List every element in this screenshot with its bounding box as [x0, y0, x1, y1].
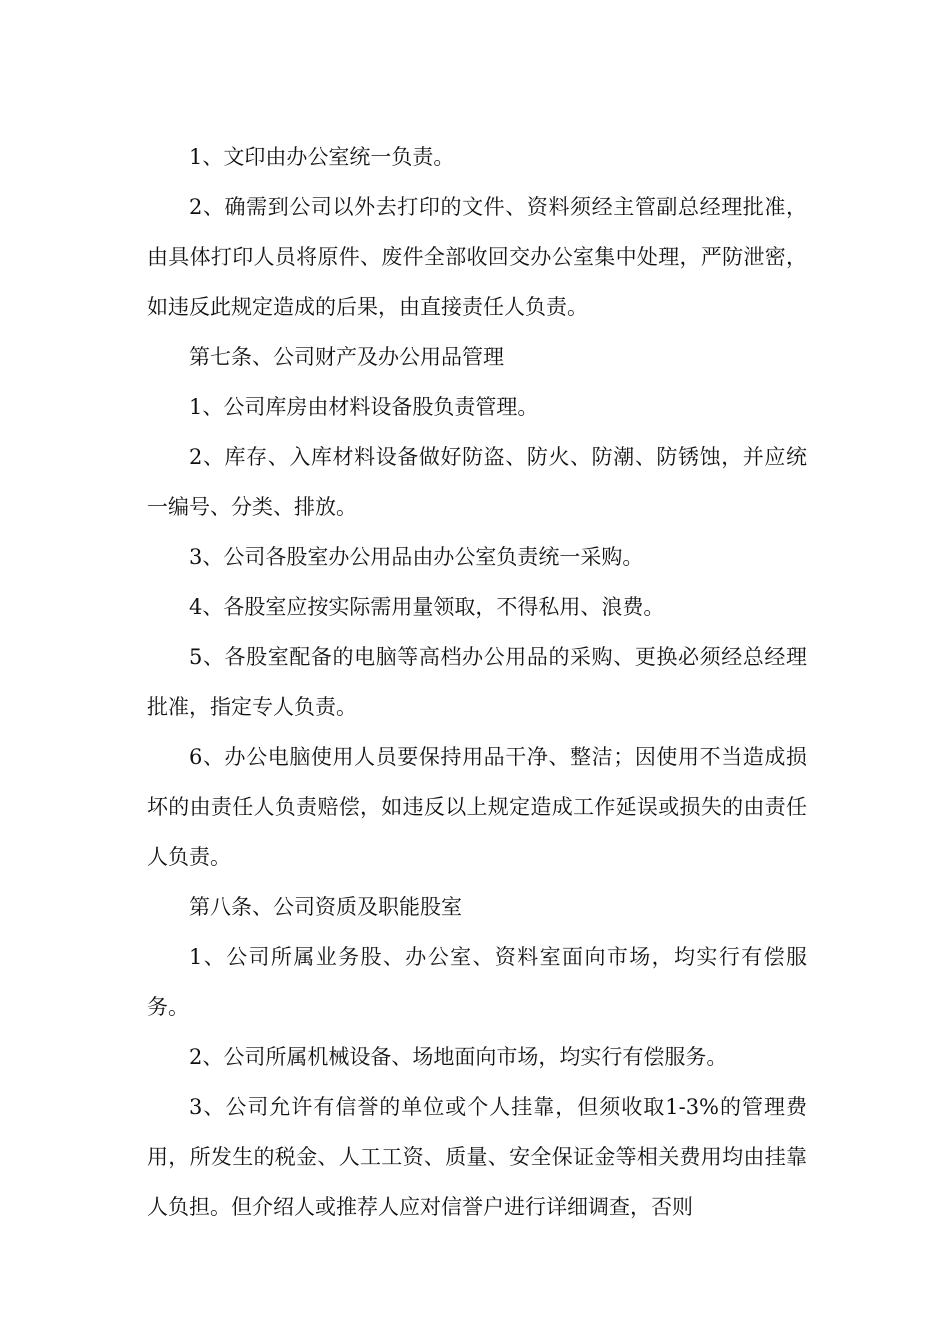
paragraph-10: 2、公司所属机械设备、场地面向市场，均实行有偿服务。 — [189, 1045, 728, 1069]
paragraph-11: 3、公司允许有信誉的单位或个人挂靠，但须收取1-3%的管理费用，所发生的税金、人工工资、质量、安全保证金等相关费用均由挂靠人负担。但介绍人或推荐人应对信誉户进行详细调查，否则 — [147, 1095, 807, 1219]
paragraph-4: 2、库存、入库材料设备做好防盗、防火、防潮、防锈蚀，并应统一编号、分类、排放。 — [147, 445, 807, 519]
section-heading-article-7: 第七条、公司财产及办公用品管理 — [189, 345, 504, 369]
paragraph-8: 6、办公电脑使用人员要保持用品干净、整洁；因使用不当造成损坏的由责任人负责赔偿，如违反以上规定造成工作延误或损失的由责任人负责。 — [147, 745, 807, 869]
paragraph-5: 3、公司各股室办公用品由办公室负责统一采购。 — [189, 545, 644, 569]
paragraph-7: 5、各股室配备的电脑等高档办公用品的采购、更换必须经总经理批准，指定专人负责。 — [147, 645, 807, 719]
paragraph-3: 1、公司库房由材料设备股负责管理。 — [189, 395, 539, 419]
paragraph-9: 1、公司所属业务股、办公室、资料室面向市场，均实行有偿服务。 — [147, 945, 807, 1019]
paragraph-1: 1、文印由办公室统一负责。 — [189, 145, 455, 169]
paragraph-6: 4、各股室应按实际需用量领取，不得私用、浪费。 — [189, 595, 665, 619]
paragraph-2: 2、确需到公司以外去打印的文件、资料须经主管副总经理批准，由具体打印人员将原件、废件全部收回交办公室集中处理，严防泄密，如违反此规定造成的后果，由直接责任人负责。 — [147, 195, 807, 319]
section-heading-article-8: 第八条、公司资质及职能股室 — [189, 895, 462, 919]
document-body — [147, 132, 807, 1232]
